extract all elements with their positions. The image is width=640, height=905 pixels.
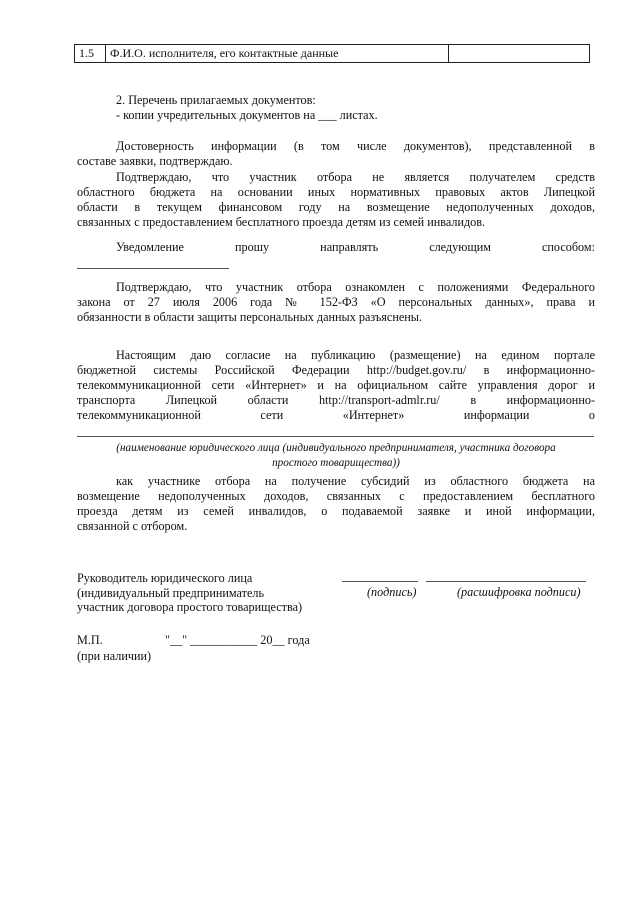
- confirm-line-4: связанных с предоставлением бесплатного проезда детям из семей инвалидов.: [77, 215, 486, 229]
- notify-blank-line: [77, 268, 229, 269]
- consent-line-4: транспорта Липецкой области http://transport-admlr.ru/ в информационно-: [77, 393, 595, 407]
- consent-line-3: телекоммуникационной сети «Интернет» и на официальном сайте управления дорог и: [77, 378, 595, 392]
- docs-heading: 2. Перечень прилагаемых документов:: [116, 93, 316, 107]
- row-value: [449, 45, 590, 63]
- participant-line-1: как участнике отбора на получение субсидий из областного бюджета на: [116, 474, 595, 488]
- reliability-line-2: составе заявки, подтверждаю.: [77, 154, 233, 168]
- signatory-line-2: (индивидуальный предприниматель: [77, 586, 265, 600]
- stamp-note: (при наличии): [77, 649, 152, 663]
- notify-line: Уведомление прошу направлять следующим способом:: [116, 240, 595, 254]
- personal-line-2: закона от 27 июля 2006 года № 152-ФЗ «О персональных данных», права и: [77, 295, 595, 309]
- personal-line-3: обязанности в области защиты персональных данных разъяснены.: [77, 310, 423, 324]
- participant-line-2: возмещение недополученных доходов, связанных с предоставлением бесплатного: [77, 489, 595, 503]
- personal-line-1: Подтверждаю, что участник отбора ознакомлен с положениями Федерального: [116, 280, 595, 294]
- participant-line-4: связанной с отбором.: [77, 519, 188, 533]
- reliability-line-1: Достоверность информации (в том числе документов), представленной в: [116, 139, 595, 153]
- signature-line: [342, 581, 418, 582]
- consent-line-2: бюджетной системы Российской Федерации http://budget.gov.ru/ в информационно-: [77, 363, 595, 377]
- date-field: "__" ___________ 20__ года: [165, 633, 310, 647]
- participant-line-3: проезда детям из семей инвалидов, о подаваемой заявке и иной информации,: [77, 504, 595, 518]
- consent-line-1: Настоящим даю согласие на публикацию (размещение) на едином портале: [116, 348, 595, 362]
- row-label: Ф.И.О. исполнителя, его контактные данные: [106, 45, 449, 63]
- signatory-line-3: участник договора простого товарищества): [77, 600, 303, 614]
- confirm-line-3: области в текущем финансовом году на возмещение недополученных доходов,: [77, 200, 595, 214]
- signature-decode-caption: (расшифровка подписи): [457, 585, 581, 599]
- signature-decode-line: [426, 581, 586, 582]
- stamp-label: М.П.: [77, 633, 103, 647]
- info-table: [74, 44, 590, 63]
- signatory-line-1: Руководитель юридического лица: [77, 571, 253, 585]
- consent-line-5: телекоммуникационной сети «Интернет» информации о: [77, 408, 595, 422]
- confirm-line-2: областного бюджета на основании иных нормативных правовых актов Липецкой: [77, 185, 595, 199]
- caption-line-2: простого товарищества)): [272, 457, 400, 469]
- signature-caption: (подпись): [367, 585, 417, 599]
- confirm-line-1: Подтверждаю, что участник отбора не является получателем средств: [116, 170, 595, 184]
- docs-item: - копии учредительных документов на ___ листах.: [116, 108, 378, 122]
- organization-name-line: [77, 436, 594, 437]
- row-number: 1.5: [75, 45, 106, 63]
- caption-line-1: (наименование юридического лица (индивидуального предпринимателя, участника договора: [116, 442, 556, 454]
- table-row: [75, 45, 590, 63]
